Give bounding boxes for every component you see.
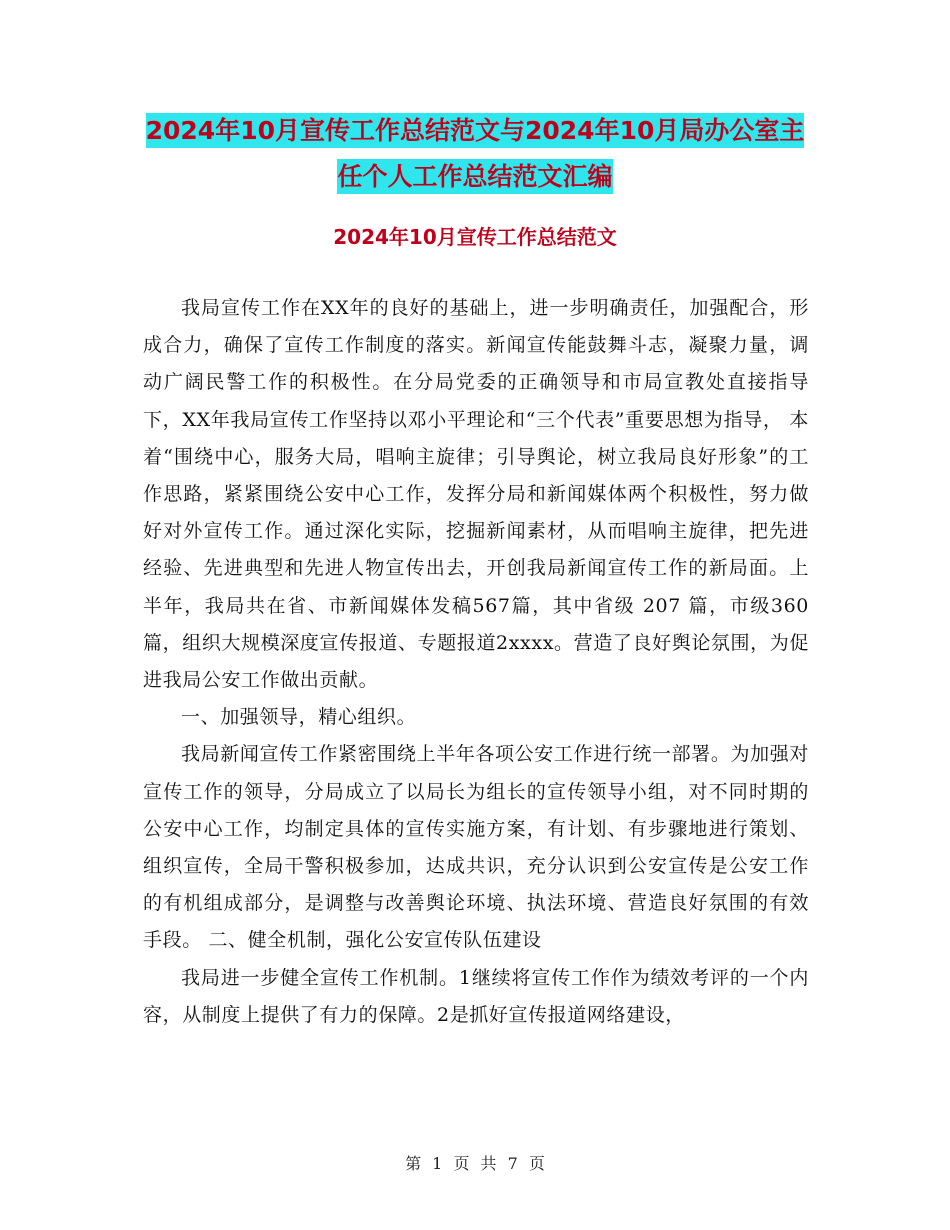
- section-title: 2024年10月宣传工作总结范文: [333, 225, 617, 249]
- document-title: [140, 108, 810, 200]
- paragraph: 我局宣传工作在XX年的良好的基础上，进一步明确责任，加强配合，形成合力，确保了宣传工作制度的落实。新闻宣传能鼓舞斗志，凝聚力量，调动广阔民警工作的积极性。在分局党委的正确领导和市局宣教处直接指导下，XX年我局宣传工作坚持以邓小平理论和“三个代表”重要思想为指导， 本着“围绕中心，服务大局，唱响主旋律；引导舆论，树立我局良好形象”的工作思路，紧紧围绕公安中心工作，发挥分局和新闻媒体两个积极性，努力做好对外宣传工作。通过深化实际，挖掘新闻素材，从而唱响主旋律，把先进经验、先进典型和先进人物宣传出去，开创我局新闻宣传工作的新局面。上半年，我局共在省、市新闻媒体发稿567篇，其中省级 207 篇，市级360篇，组织大规模深度宣传报道、专题报道2xxxx。营造了良好舆论氛围，为促进我局公安工作做出贡献。: [143, 297, 809, 692]
- paragraph: 我局新闻宣传工作紧密围绕上半年各项公安工作进行统一部署。为加强对宣传工作的领导，分局成立了以局长为组长的宣传领导小组，对不同时期的公安中心工作，均制定具体的宣传实施方案，有计划、有步骤地进行策划、组织宣传，全局干警积极参加，达成共识，充分认识到公安宣传是公安工作的有机组成部分，是调整与改善舆论环境、执法环境、营造良好氛围的有效手段。 二、健全机制，强化公安宣传队伍建设: [143, 743, 809, 952]
- paragraph: 一、加强领导，精心组织。: [181, 706, 417, 729]
- page-number-footer: 第 1 页 共 7 页: [405, 1154, 545, 1173]
- title-highlight: 2024年10月宣传工作总结范文与2024年10月局办公室主任个人工作总结范文汇编: [146, 113, 805, 194]
- document-body: [143, 290, 809, 1034]
- paragraph: 我局进一步健全宣传工作机制。1继续将宣传工作作为绩效考评的一个内容，从制度上提供了有力的保障。2是抓好宣传报道网络建设，: [143, 966, 809, 1026]
